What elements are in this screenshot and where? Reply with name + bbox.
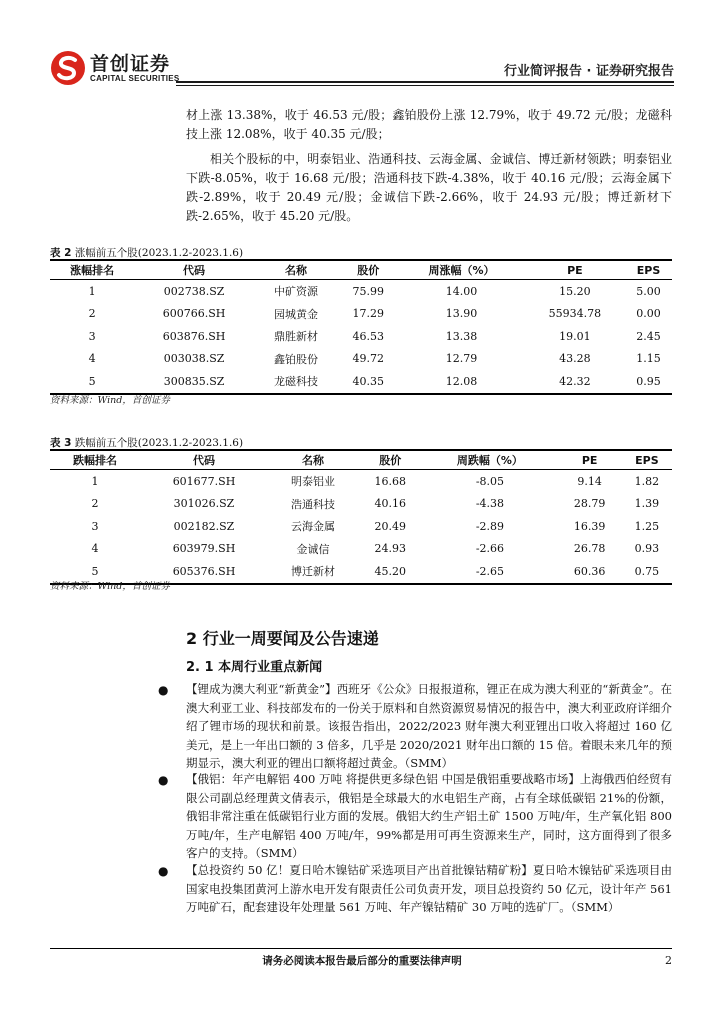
table-cell: 601677.SH <box>172 474 236 488</box>
table-cell: 603979.SH <box>172 542 236 556</box>
header-divider-thin <box>176 85 674 86</box>
table-cell: -4.38 <box>475 497 505 511</box>
table-cell: 1 <box>91 474 99 488</box>
table-cell: 鼎胜新材 <box>274 330 319 344</box>
intro-paragraph-2: 相关个股标的中，明泰铝业、浩通科技、云海金属、金诚信、博迁新材领跌；明泰铝业下跌-8.05%，收于 16.68 元/股；浩通科技下跌-4.38%，收于 40.16 元/股；云海金属下跌-2.89%，收于 20.49 元/股；金诚信下跌-2.66%，收于 24.93 元/股；博迁新材下跌-2.65%，收于 45.20 元/股。 <box>186 152 672 223</box>
table-caption-text: 跌幅前五个股(2023.1.2-2023.1.6) <box>74 437 244 449</box>
table-cell: -2.65 <box>422 560 557 584</box>
table-cell: 金诚信 <box>296 542 330 556</box>
table-cell: 40.35 <box>338 370 398 394</box>
table-row <box>50 370 672 394</box>
table-header-row <box>50 450 672 470</box>
news-item <box>186 770 672 863</box>
table-cell: 55934.78 <box>548 307 602 321</box>
table-cell: -8.05 <box>475 474 505 488</box>
table-cell: 2.45 <box>636 329 661 343</box>
table-cell: 鑫铂股份 <box>274 352 319 366</box>
column-header: 名称 <box>268 450 358 470</box>
column-header: 股价 <box>358 450 422 470</box>
table-cell: 603876.SH <box>162 329 226 343</box>
logo-chinese-name: 首创证券 <box>90 52 171 75</box>
legal-disclaimer-note: 请务必阅读本报告最后部分的重要法律声明 <box>262 955 462 967</box>
table-row <box>50 348 672 371</box>
table-caption-label: 表 3 <box>50 437 72 449</box>
table-caption-text: 涨幅前五个股(2023.1.2-2023.1.6) <box>74 247 244 259</box>
table-cell: 43.28 <box>559 352 591 366</box>
section-heading: 2 行业一周要闻及公告速递 <box>186 629 379 648</box>
company-logo <box>50 50 180 86</box>
table-cell: 24.93 <box>374 542 406 556</box>
table-cell: 1.39 <box>634 497 660 511</box>
table-cell: 中矿资源 <box>274 285 319 299</box>
table-cell: 1.82 <box>634 474 660 488</box>
table-cell: 15.20 <box>559 284 591 298</box>
table-cell: 002738.SZ <box>163 284 225 298</box>
table-cell: 4 <box>91 542 99 556</box>
table-row <box>50 303 672 326</box>
table-cell: 002182.SZ <box>173 519 235 533</box>
news-body: 夏日哈木镍钴矿采选项目由国家电投集团黄河上游水电开发有限责任公司负责开发，项目总投资约 50 亿元，设计年产 561 万吨矿石，配套建设年处理量 561 万吨、年产镍钴精矿 30 万吨的选矿厂。（SMM） <box>186 863 672 914</box>
table-row <box>50 280 672 303</box>
column-header: 跌幅排名 <box>50 450 140 470</box>
top-gainers-table <box>50 259 672 395</box>
column-header: 周涨幅（%） <box>398 260 524 280</box>
table-cell: 600766.SH <box>162 307 226 321</box>
table-cell: 明泰铝业 <box>291 475 336 489</box>
table-cell: 20.49 <box>374 519 406 533</box>
top-losers-table <box>50 449 672 585</box>
table-cell: 16.39 <box>573 519 606 533</box>
table-cell: 301026.SZ <box>173 497 235 511</box>
table-caption-label: 表 2 <box>50 247 72 259</box>
logo-english-name: CAPITAL SECURITIES <box>90 73 180 83</box>
column-header: 代码 <box>140 450 268 470</box>
table-row <box>50 470 672 493</box>
column-header: PE <box>525 260 625 280</box>
table-header-row <box>50 260 672 280</box>
column-header: 代码 <box>134 260 254 280</box>
table-cell: 0.95 <box>625 370 672 394</box>
news-title: 【俄铝：年产电解铝 400 万吨 将提供更多绿色铝 中国是俄铝重要战略市场】 <box>186 772 580 786</box>
column-header: EPS <box>622 450 672 470</box>
table-cell: 16.68 <box>374 474 406 488</box>
table-cell: 2 <box>91 497 99 511</box>
table-cell: 49.72 <box>352 352 384 366</box>
table-cell: 42.32 <box>525 370 625 394</box>
table-cell: 40.16 <box>374 497 406 511</box>
table-cell: 13.38 <box>445 329 478 343</box>
news-title: 【锂成为澳大利亚“新黄金”】 <box>186 682 337 696</box>
table-cell: 5 <box>50 560 140 584</box>
news-item <box>186 861 672 917</box>
header-divider <box>176 81 674 83</box>
table-cell: 75.99 <box>352 284 384 298</box>
intro-paragraph-1: 材上涨 13.38%，收于 46.53 元/股；鑫铂股份上涨 12.79%，收于 49.72 元/股；龙磁科技上涨 12.08%，收于 40.35 元/股； <box>186 108 672 141</box>
table-cell: -2.66 <box>475 542 505 556</box>
page-header <box>50 50 674 88</box>
table-cell: 3 <box>88 329 96 343</box>
table-cell: 28.79 <box>573 497 606 511</box>
news-body: 上海俄西伯经贸有限公司副总经理黄文倩表示，俄铝是全球最大的水电铝生产商，占有全球低碳铝 21%的份额，俄铝非常注重在低碳铝行业方面的发展。俄铝大约生产铝土矿 1500 万吨/年，生产氧化铝 800 万吨/年，生产电解铝 400 万吨/年，99%都是用可再生资源来生产，同时，这方面得到了很多客户的支持。（SMM） <box>186 772 672 860</box>
table-cell: 1.25 <box>634 519 660 533</box>
table-cell: 博迁新材 <box>268 560 358 584</box>
table-cell: 5.00 <box>636 284 661 298</box>
table-row <box>50 515 672 538</box>
table-row <box>50 538 672 561</box>
table-cell: 17.29 <box>352 307 384 321</box>
column-header: PE <box>557 450 621 470</box>
table-row <box>50 325 672 348</box>
table-cell: 14.00 <box>445 284 478 298</box>
table-cell: 26.78 <box>573 542 606 556</box>
footer-divider <box>50 948 672 949</box>
column-header: 周跌幅（%） <box>422 450 557 470</box>
page-number: 2 <box>665 954 672 967</box>
table-cell: 1 <box>88 284 96 298</box>
table-cell: -2.89 <box>475 519 505 533</box>
column-header: 名称 <box>254 260 338 280</box>
table-cell: 4 <box>88 352 96 366</box>
bullet-icon: ● <box>158 683 169 697</box>
news-title: 【总投资约 50 亿！夏日哈木镍钴矿采选项目产出首批镍钴精矿粉】 <box>186 863 533 877</box>
table-cell: 园城黄金 <box>274 307 319 321</box>
table-cell: 0.93 <box>634 542 660 556</box>
column-header: 涨幅排名 <box>50 260 134 280</box>
table-cell: 5 <box>50 370 134 394</box>
table-cell: 0.00 <box>636 307 661 321</box>
table-cell: 45.20 <box>358 560 422 584</box>
table-cell: 9.14 <box>577 474 602 488</box>
table-cell: 云海金属 <box>291 520 336 534</box>
table-cell: 2 <box>88 307 96 321</box>
news-item <box>186 680 672 773</box>
news-body: 西班牙《公众》日报报道称，锂正在成为澳大利亚的“新黄金”。在澳大利亚工业、科技部发布的一份关于原料和自然资源贸易情况的报告中，澳大利亚政府详细介绍了锂市场的现状和前景。该报告指出，2022/2023 财年澳大利亚锂出口收入将超过 160 亿美元，是上一年出口额的 3 倍多，几乎是 2020/2021 财年出口额的 15 倍。着眼未来几年的预期显示，澳大利亚的锂出口额将超过黄金。（SMM） <box>186 682 672 770</box>
capital-securities-logo-icon <box>50 50 86 86</box>
table-source-note: 资料来源：Wind，首创证券 <box>50 581 170 592</box>
bullet-icon: ● <box>158 864 169 878</box>
report-type-title: 行业简评报告 · 证券研究报告 <box>504 64 674 79</box>
table-cell: 605376.SH <box>140 560 268 584</box>
table-cell: 60.36 <box>557 560 621 584</box>
bullet-icon: ● <box>158 773 169 787</box>
table-cell: 龙磁科技 <box>254 370 338 394</box>
subsection-heading: 2. 1 本周行业重点新闻 <box>186 660 323 675</box>
table-cell: 0.75 <box>622 560 672 584</box>
table-row <box>50 493 672 516</box>
table-cell: 12.08 <box>398 370 524 394</box>
table-source-note: 资料来源：Wind，首创证券 <box>50 395 170 406</box>
table-caption-losers <box>50 435 243 450</box>
table-cell: 003038.SZ <box>163 352 225 366</box>
table-cell: 46.53 <box>352 329 384 343</box>
column-header: 股价 <box>338 260 398 280</box>
table-cell: 浩通科技 <box>291 497 336 511</box>
column-header: EPS <box>625 260 672 280</box>
table-cell: 19.01 <box>559 329 591 343</box>
table-cell: 1.15 <box>636 352 661 366</box>
table-cell: 12.79 <box>445 352 478 366</box>
table-caption-gainers <box>50 245 243 260</box>
table-cell: 300835.SZ <box>134 370 254 394</box>
table-cell: 13.90 <box>445 307 478 321</box>
table-cell: 3 <box>91 519 99 533</box>
